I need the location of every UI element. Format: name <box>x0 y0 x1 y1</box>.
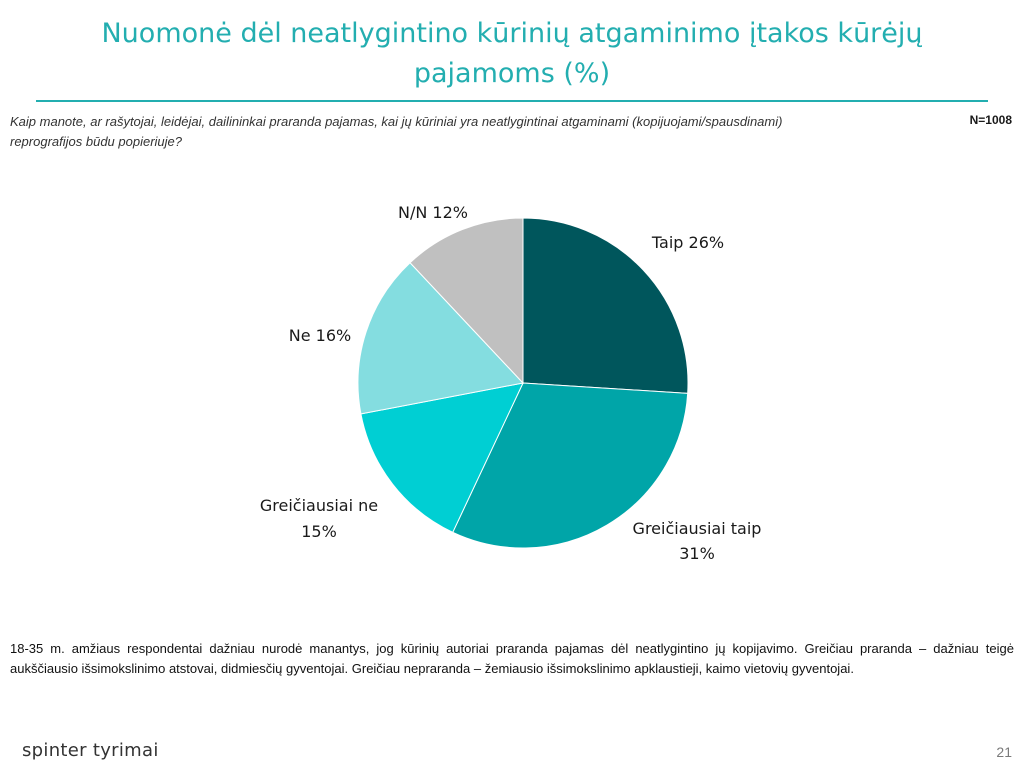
sample-size: N=1008 <box>969 113 1012 127</box>
slice-label: Greičiausiai taip 31% <box>632 519 762 563</box>
slice-label: Taip 26% <box>651 233 725 252</box>
page-title: Nuomonė dėl neatlygintino kūrinių atgaminimo įtakos kūrėjų pajamoms (%) <box>101 18 923 89</box>
slice-label: Ne 16% <box>288 326 352 345</box>
survey-question: Kaip manote, ar rašytojai, leidėjai, dailininkai praranda pajamas, kai jų kūriniai yra neatlygintinai atgaminami (kopijuojami/spausdinami) reprografijos būdu popieriuje? <box>10 114 783 149</box>
summary-note: 18-35 m. amžiaus respondentai dažniau nurodė manantys, jog kūrinių autoriai praranda pajamas dėl neatlygintino jų kopijavimo. Greičiau praranda – dažniau teigė aukščiausio išsimokslinimo atstovai, didmiesčių gyventojai. Greičiau nepraranda – žemiausio išsimokslinimo apklaustieji, kaimo vietovių gyventojai. <box>10 641 1014 676</box>
page-number: 21 <box>996 744 1012 760</box>
brand-logo: spinter tyrimai <box>22 740 159 761</box>
slice-label: N/N 12% <box>398 203 468 222</box>
slice-label: Greičiausiai ne 15% <box>259 496 379 541</box>
